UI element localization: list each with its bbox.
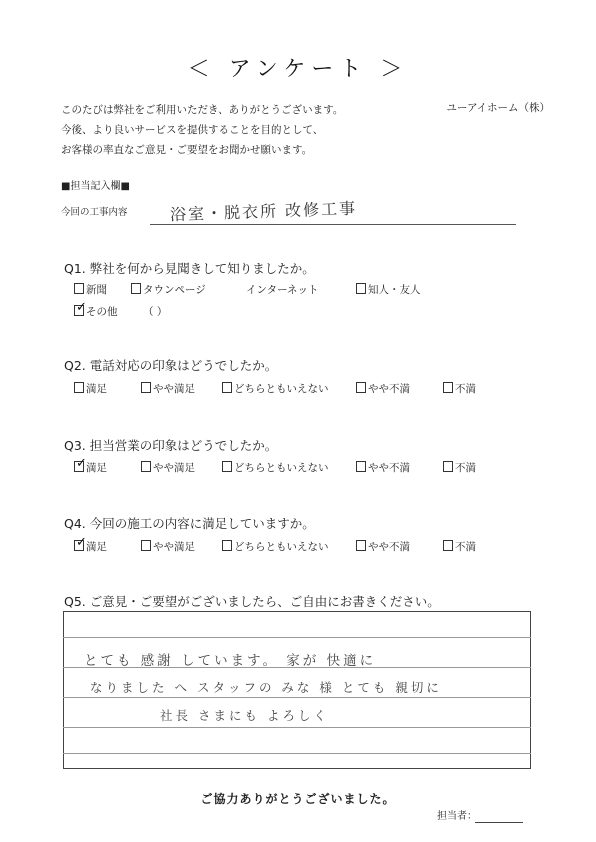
q1-option-townpage[interactable]: タウンページ (131, 282, 206, 297)
thanks-message: ご協力ありがとうございました。 (200, 792, 396, 806)
checkbox[interactable] (443, 461, 453, 472)
q3-option-somewhat-dissatisfied[interactable]: やや不満 (356, 460, 410, 475)
checkbox[interactable] (141, 461, 151, 472)
checkbox[interactable] (141, 540, 151, 551)
checkbox[interactable] (131, 283, 141, 294)
checkbox[interactable] (141, 382, 151, 393)
ruled-line (63, 727, 531, 728)
q2-option-dissatisfied[interactable]: 不満 (443, 381, 476, 396)
ruled-line (63, 697, 531, 698)
q3-option-satisfied[interactable]: ✓ 満足 (76, 456, 107, 474)
check-mark-icon: ✓ (76, 535, 87, 550)
q2-option-somewhat-dissatisfied[interactable]: やや不満 (356, 381, 410, 396)
q3-option-dissatisfied[interactable]: 不満 (443, 460, 476, 475)
q2-option-somewhat-satisfied[interactable]: やや満足 (141, 381, 195, 396)
q4-option-somewhat-satisfied[interactable]: やや満足 (141, 539, 195, 554)
q1-option-newspaper[interactable]: 新聞 (74, 282, 107, 297)
checkbox[interactable] (356, 382, 366, 393)
checkbox[interactable] (356, 461, 366, 472)
checkbox[interactable] (74, 283, 84, 294)
job-value-handwritten: 浴室・脱衣所 改修工事 (169, 198, 358, 225)
q3-option-neutral[interactable]: どちらともいえない (222, 460, 329, 475)
ruled-line (63, 637, 531, 638)
checkbox-checked[interactable] (74, 300, 87, 316)
comment-handwritten-line: 社長 さまにも よろしく (160, 708, 329, 723)
checkbox[interactable] (222, 540, 232, 551)
q2-option-satisfied[interactable]: 満足 (74, 381, 107, 396)
q1-other-paren: （ ） (143, 306, 168, 318)
q4-option-somewhat-dissatisfied[interactable]: やや不満 (356, 539, 410, 554)
checkbox[interactable] (356, 540, 366, 551)
checkbox[interactable] (222, 382, 232, 393)
ruled-line (63, 753, 531, 754)
checkbox[interactable] (74, 382, 84, 393)
page-title: ＜ アンケート ＞ (187, 57, 409, 82)
q4-option-satisfied[interactable]: ✓ 満足 (76, 535, 107, 553)
checkbox[interactable] (443, 382, 453, 393)
check-mark-icon: ✓ (76, 300, 87, 315)
staff-signature-label: 担当者： (437, 811, 477, 822)
intro-text (61, 100, 343, 160)
comment-handwritten-line: なりました へ スタッフの みな 様 とても 親切に (90, 680, 442, 695)
checkbox-checked[interactable] (74, 535, 87, 551)
checkbox-checked[interactable] (74, 456, 87, 472)
checkbox[interactable] (356, 283, 366, 294)
q5-question: Q5. ご意見・ご要望がございましたら、ご自由にお書きください。 (64, 594, 440, 609)
intro-line: このたびは弊社をご利用いただき、ありがとうございます。 (61, 104, 344, 116)
q2-question: Q2. 電話対応の印象はどうでしたか。 (64, 358, 278, 373)
q3-option-somewhat-satisfied[interactable]: やや満足 (141, 460, 195, 475)
q3-question: Q3. 担当営業の印象はどうでしたか。 (64, 438, 278, 453)
q1-question: Q1. 弊社を何から見聞きして知りましたか。 (64, 261, 315, 276)
q1-option-friend[interactable]: 知人・友人 (356, 282, 421, 297)
check-mark-icon: ✓ (76, 456, 87, 471)
intro-line: お客様の率直なご意見・ご要望をお聞かせ願います。 (61, 144, 313, 156)
company-name: ユーアイホーム（株） (446, 102, 550, 114)
q2-option-neutral[interactable]: どちらともいえない (222, 381, 329, 396)
checkbox[interactable] (222, 461, 232, 472)
q1-option-internet[interactable]: インターネット (246, 284, 319, 296)
comment-handwritten-line: とても 感謝 しています。 家が 快適に (84, 653, 377, 669)
q1-option-other[interactable]: ✓ その他 (76, 300, 118, 318)
job-underline (150, 224, 516, 225)
job-label: 今回の工事内容 (61, 207, 128, 218)
staff-section-heading: ■担当記入欄■ (61, 181, 130, 192)
signature-line (475, 822, 523, 823)
checkbox[interactable] (443, 540, 453, 551)
intro-line: 今後、より良いサービスを提供することを目的として、 (61, 124, 324, 136)
q4-option-dissatisfied[interactable]: 不満 (443, 539, 476, 554)
q4-question: Q4. 今回の施工の内容に満足していますか。 (64, 516, 315, 531)
q4-option-neutral[interactable]: どちらともいえない (222, 539, 329, 554)
